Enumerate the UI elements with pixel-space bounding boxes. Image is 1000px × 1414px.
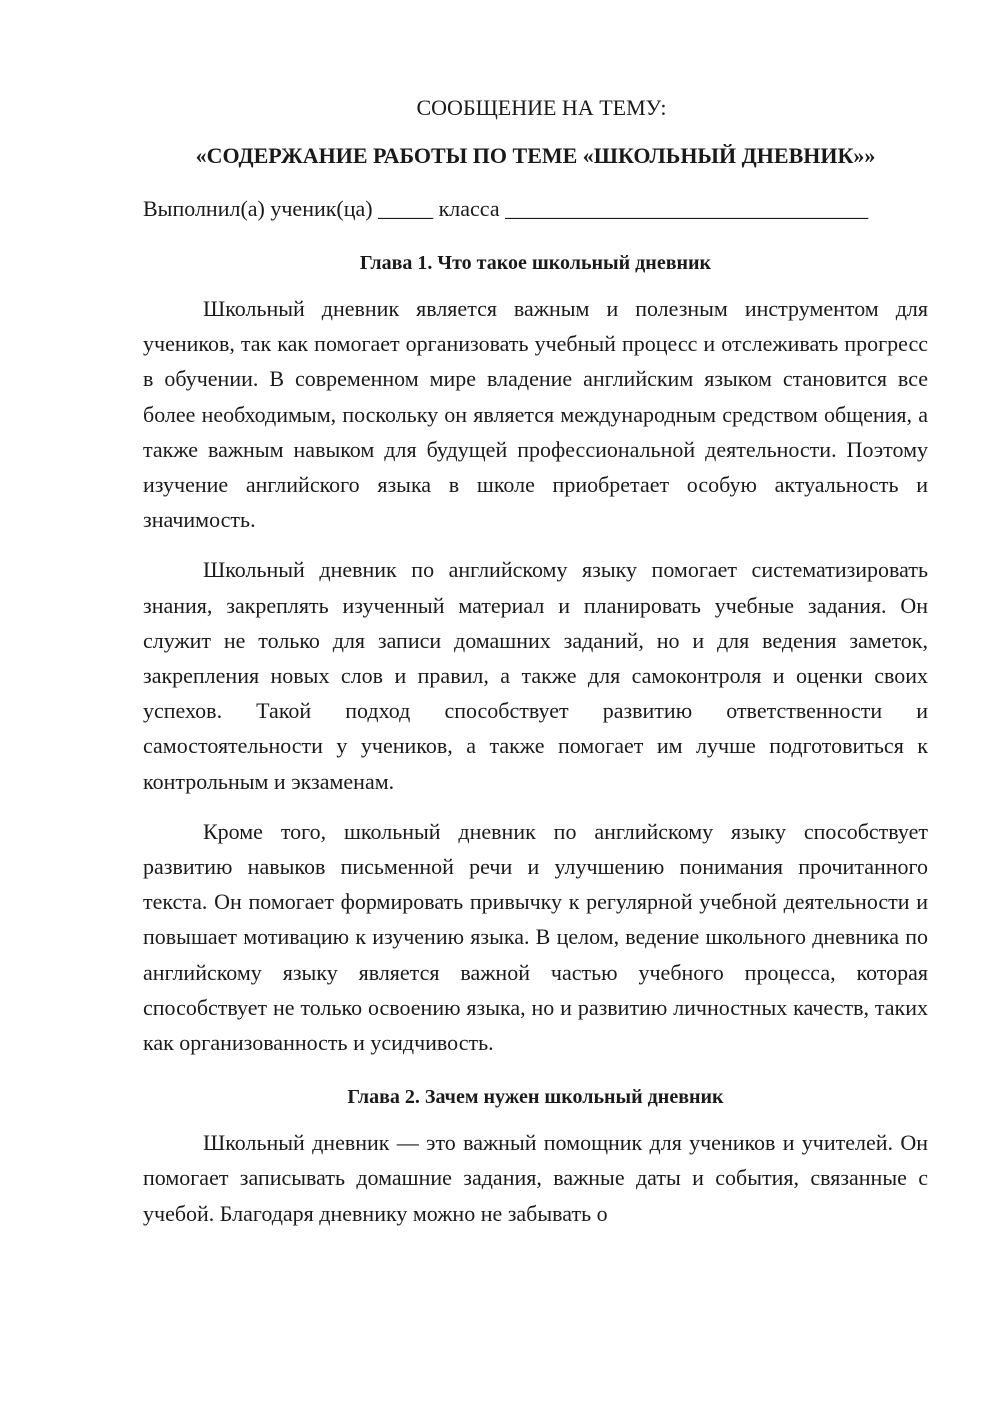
author-line: Выполнил(а) ученик(ца) _____ класса _________________________________: [143, 196, 869, 221]
chapter-1-heading: Глава 1. Что такое школьный дневник: [359, 252, 712, 274]
chapter-2-heading: Глава 2. Зачем нужен школьный дневник: [347, 1086, 724, 1109]
chapter-1-paragraph-3: Кроме того, школьный дневник по английскому языку способствует развитию навыков письменной речи и улучшению понимания прочитанного текста. Он помогает формировать привычку к регулярной учебной деятельности и повышает мотивацию к изучению языка. В целом, ведение школьного дневника по английскому языку является важной частью учебного процесса, которая способствует не только освоению языка, но и развитию личностных качеств, таких как организованность и усидчивость.: [143, 818, 928, 1056]
chapter-1-paragraph-1: Школьный дневник является важным и полезным инструментом для учеников, так как помогает организовать учебный процесс и отслеживать прогресс в обучении. В современном мире владение английским языком становится все более необходимым, поскольку он является международным средством общения, а также важным навыком для будущей профессиональной деятельности. Поэтому изучение английского языка в школе приобретает особую актуальность и значимость.: [143, 296, 928, 533]
document-page: [143, 92, 928, 1231]
document-title-line-1: СООБЩЕНИЕ НА ТЕМУ:: [416, 95, 667, 120]
document-title-line-2: «СОДЕРЖАНИЕ РАБОТЫ ПО ТЕМЕ «ШКОЛЬНЫЙ ДНЕВНИК»»: [195, 143, 876, 168]
chapter-1-paragraph-2: Школьный дневник по английскому языку помогает систематизировать знания, закреплять изученный материал и планировать учебные задания. Он служит не только для записи домашних заданий, но и для ведения заметок, закрепления новых слов и правил, а также для самоконтроля и оценки своих успехов. Такой подход способствует развитию ответственности и самостоятельности у учеников, а также помогает им лучше подготовиться к контрольным и экзаменам.: [143, 557, 928, 794]
chapter-2-paragraph-1: Школьный дневник — это важный помощник для учеников и учителей. Он помогает записывать домашние задания, важные даты и события, связанные с учебой. Благодаря дневнику можно не забывать о: [143, 1130, 928, 1226]
